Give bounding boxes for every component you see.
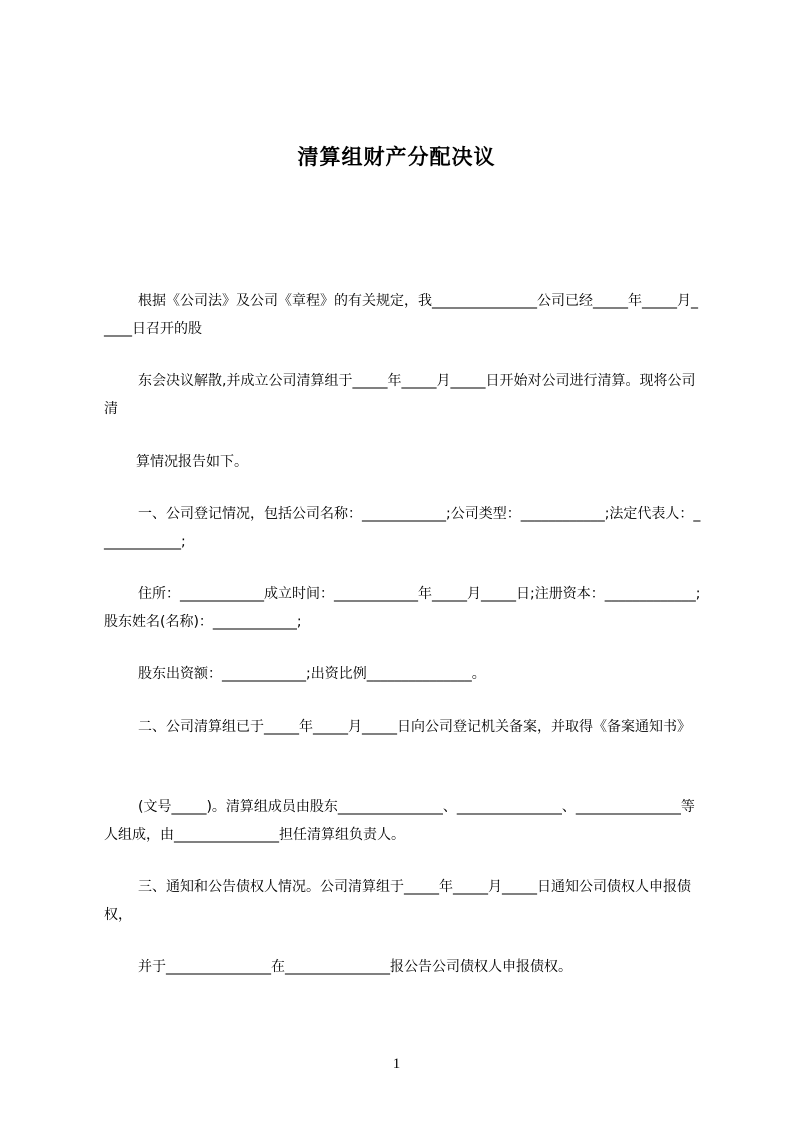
paragraph-8: (文号_____)。清算组成员由股东_______________、_______________、_______________等人组成，由_______________担任清算组负责人。 xyxy=(104,799,695,843)
paragraph-1: 根据《公司法》及公司《章程》的有关规定，我_______________公司已经_____年_____月_____日召开的股 xyxy=(104,293,698,337)
document-title: 清算组财产分配决议 xyxy=(297,145,496,169)
paragraph-3: 算情况报告如下。 xyxy=(136,454,248,470)
paragraph-4: 一、公司登记情况，包括公司名称：____________;公司类型：____________;法定代表人：____________; xyxy=(104,506,701,550)
paragraph-10: 并于_______________在_______________报公告公司债权人申报债权。 xyxy=(138,959,572,975)
paragraph-2: 东会决议解散,并成立公司清算组于_____年_____月_____日开始对公司进行清算。现将公司清 xyxy=(104,373,696,417)
page-number: 1 xyxy=(392,1056,401,1072)
paragraph-6: 股东出资额：____________;出资比例_______________。 xyxy=(138,666,486,682)
paragraph-9: 三、通知和公告债权人情况。公司清算组于_____年_____月_____日通知公司债权人申报债权， xyxy=(104,879,691,923)
paragraph-7: 二、公司清算组已于_____年_____月_____日向公司登记机关备案，并取得《备案通知书》 xyxy=(138,719,691,735)
paragraph-5: 住所：____________成立时间：____________年_____月_____日;注册资本：_____________;股东姓名(名称)：____________; xyxy=(104,586,701,630)
